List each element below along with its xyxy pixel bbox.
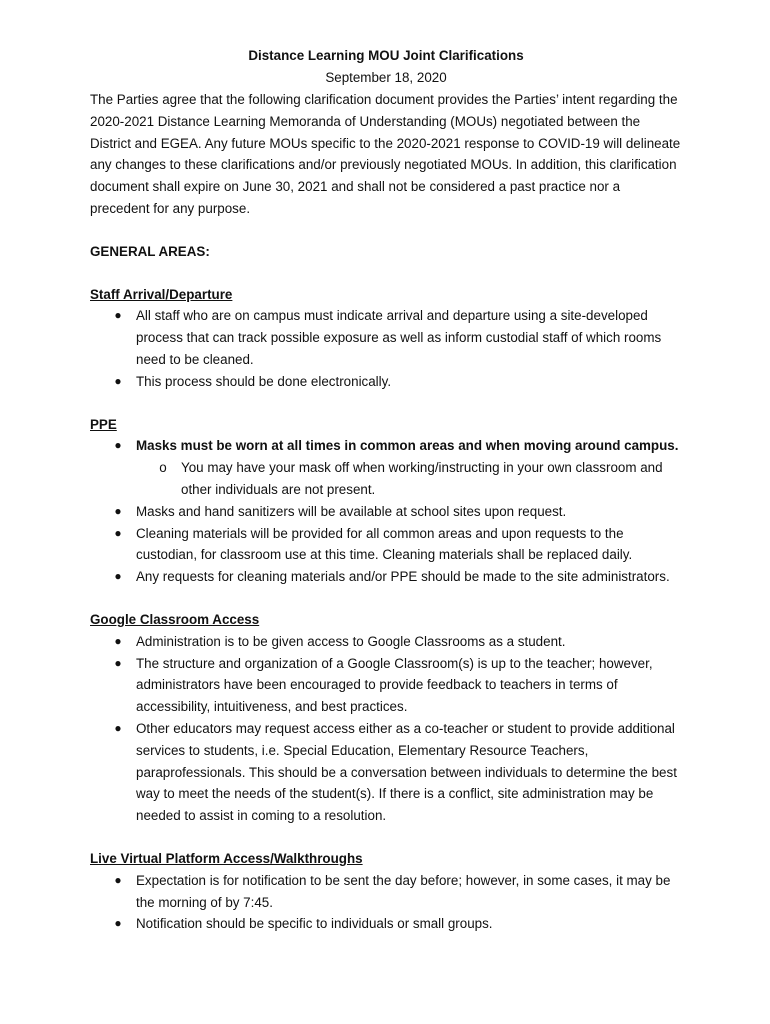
- live-virtual-list: [90, 870, 682, 935]
- list-item-text: Administration is to be given access to Google Classrooms as a student.: [136, 633, 566, 649]
- list-item: [90, 435, 682, 500]
- list-item: [90, 870, 682, 914]
- list-item: [90, 501, 682, 523]
- list-item-text: All staff who are on campus must indicate arrival and departure using a site-developed process that can track possible exposure as well as inform custodial staff of which rooms need to be cleaned.: [136, 308, 662, 367]
- document-title: Distance Learning MOU Joint Clarifications: [248, 48, 524, 63]
- staff-list: [90, 305, 682, 392]
- list-item-text: Masks must be worn at all times in common areas and when moving around campus.: [136, 438, 679, 454]
- bullet-icon: ●: [114, 373, 122, 388]
- bullet-icon: ●: [114, 916, 122, 931]
- circle-bullet-icon: o: [159, 460, 167, 476]
- list-item-text: Other educators may request access either as a co-teacher or student to provide additional services to students, i.e. Special Education, Elementary Resource Teachers, paraprofessionals. This should be a conversation between individuals to determine the best way to meet the needs of the student(s). If there is a conflict, site administration may be needed to assist in coming to a resolution.: [136, 720, 677, 824]
- sub-list-item: [136, 457, 682, 501]
- list-item: [90, 371, 682, 393]
- section-heading-ppe: PPE: [90, 416, 117, 432]
- list-item-text: This process should be done electronically.: [136, 373, 392, 389]
- bullet-icon: ●: [114, 438, 122, 453]
- google-classroom-list: [90, 631, 682, 827]
- bullet-icon: ●: [114, 569, 122, 584]
- list-item-text: The structure and organization of a Google Classroom(s) is up to the teacher; however, administrators have been encouraged to provide feedback to teachers in terms of accessibility, intuitiveness, and best practices.: [136, 655, 653, 715]
- general-areas-heading: GENERAL AREAS:: [90, 243, 210, 259]
- section-heading-google-classroom: Google Classroom Access: [90, 611, 260, 627]
- list-item: [90, 913, 682, 935]
- bullet-icon: ●: [114, 655, 122, 670]
- list-item-text: Cleaning materials will be provided for all common areas and upon requests to the custodian, for classroom use at this time. Cleaning materials shall be replaced daily.: [136, 525, 633, 563]
- sub-list: [136, 457, 682, 501]
- intro-paragraph: The Parties agree that the following clarification document provides the Parties’ intent regarding the 2020-2021 Distance Learning Memoranda of Understanding (MOUs) negotiated between the District and EGEA. Any future MOUs specific to the 2020-2021 response to COVID-19 will delineate any changes to these clarifications and/or previously negotiated MOUs. In addition, this clarification document shall expire on June 30, 2021 and shall not be considered a past practice nor a precedent for any purpose.: [90, 92, 681, 216]
- section-heading-live-virtual: Live Virtual Platform Access/Walkthroughs: [90, 850, 363, 866]
- list-item: [90, 305, 682, 370]
- list-item: [90, 631, 682, 653]
- list-item-text: Expectation is for notification to be sent the day before; however, in some cases, it may be the morning of by 7:45.: [136, 872, 671, 910]
- bullet-icon: ●: [114, 503, 122, 518]
- list-item: [90, 653, 682, 718]
- document-date: September 18, 2020: [325, 70, 447, 85]
- bullet-icon: ●: [114, 308, 122, 323]
- section-heading-staff: Staff Arrival/Departure: [90, 286, 233, 302]
- bullet-icon: ●: [114, 720, 122, 735]
- list-item-text: Any requests for cleaning materials and/or PPE should be made to the site administrators.: [136, 569, 670, 585]
- bullet-icon: ●: [114, 525, 122, 540]
- list-item: [90, 718, 682, 827]
- bullet-icon: ●: [114, 633, 122, 648]
- list-item-text: Masks and hand sanitizers will be available at school sites upon request.: [136, 503, 567, 519]
- sub-list-item-text: You may have your mask off when working/instructing in your own classroom and other individuals are not present.: [181, 460, 663, 497]
- bullet-icon: ●: [114, 872, 122, 887]
- ppe-list: [90, 435, 682, 588]
- list-item-text: Notification should be specific to individuals or small groups.: [136, 916, 493, 932]
- list-item: [90, 566, 682, 588]
- list-item: [90, 523, 682, 567]
